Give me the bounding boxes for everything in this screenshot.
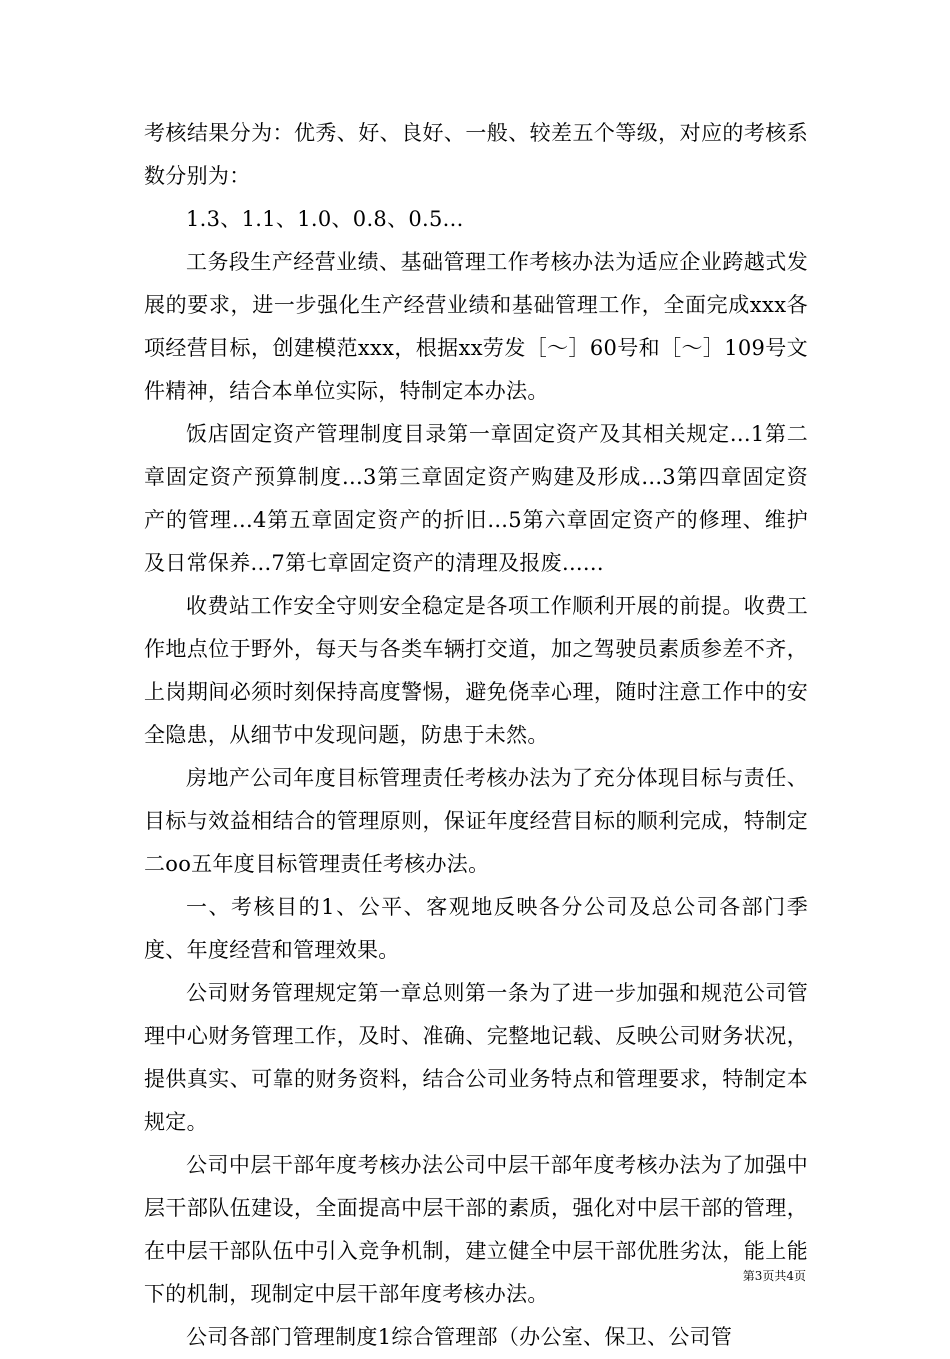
paragraph: 房地产公司年度目标管理责任考核办法为了充分体现目标与责任、目标与效益相结合的管理原则，保证年度经营目标的顺利完成，特制定二oo五年度目标管理责任考核办法。 bbox=[144, 766, 808, 876]
paragraph: 公司财务管理规定第一章总则第一条为了进一步加强和规范公司管理中心财务管理工作，及时、准确、完整地记载、反映公司财务状况，提供真实、可靠的财务资料，结合公司业务特点和管理要求，特制定本规定。 bbox=[144, 981, 808, 1134]
paragraph: 公司中层干部年度考核办法公司中层干部年度考核办法为了加强中层干部队伍建设，全面提高中层干部的素质，强化对中层干部的管理，在中层干部队伍中引入竞争机制，建立健全中层干部优胜劣汰，能上能下的机制，现制定中层干部年度考核办法。 bbox=[144, 1153, 808, 1306]
paragraph: 考核结果分为：优秀、好、良好、一般、较差五个等级，对应的考核系数分别为： bbox=[144, 121, 808, 188]
document-body bbox=[144, 112, 808, 1359]
paragraph: 一、考核目的1、公平、客观地反映各分公司及总公司各部门季度、年度经营和管理效果。 bbox=[144, 895, 808, 962]
paragraph: 工务段生产经营业绩、基础管理工作考核办法为适应企业跨越式发展的要求，进一步强化生产经营业绩和基础管理工作，全面完成xxx各项经营目标，创建模范xxx，根据xx劳发［～］60号和［～］109号文件精神，结合本单位实际，特制定本办法。 bbox=[144, 250, 808, 403]
paragraph: 1.3、1.1、1.0、0.8、0.5... bbox=[186, 207, 464, 231]
page-number: 第3页共4页 bbox=[742, 1269, 806, 1283]
paragraph: 公司各部门管理制度1综合管理部（办公室、保卫、公司管 bbox=[186, 1325, 733, 1349]
paragraph: 收费站工作安全守则安全稳定是各项工作顺利开展的前提。收费工作地点位于野外，每天与各类车辆打交道，加之驾驶员素质参差不齐，上岗期间必须时刻保持高度警惕，避免侥幸心理，随时注意工作中的安全隐患，从细节中发现问题，防患于未然。 bbox=[144, 594, 808, 747]
paragraph: 饭店固定资产管理制度目录第一章固定资产及其相关规定...1第二章固定资产预算制度...3第三章固定资产购建及形成...3第四章固定资产的管理...4第五章固定资产的折旧...5第六章固定资产的修理、维护及日常保养...7第七章固定资产的清理及报废...... bbox=[144, 422, 808, 575]
